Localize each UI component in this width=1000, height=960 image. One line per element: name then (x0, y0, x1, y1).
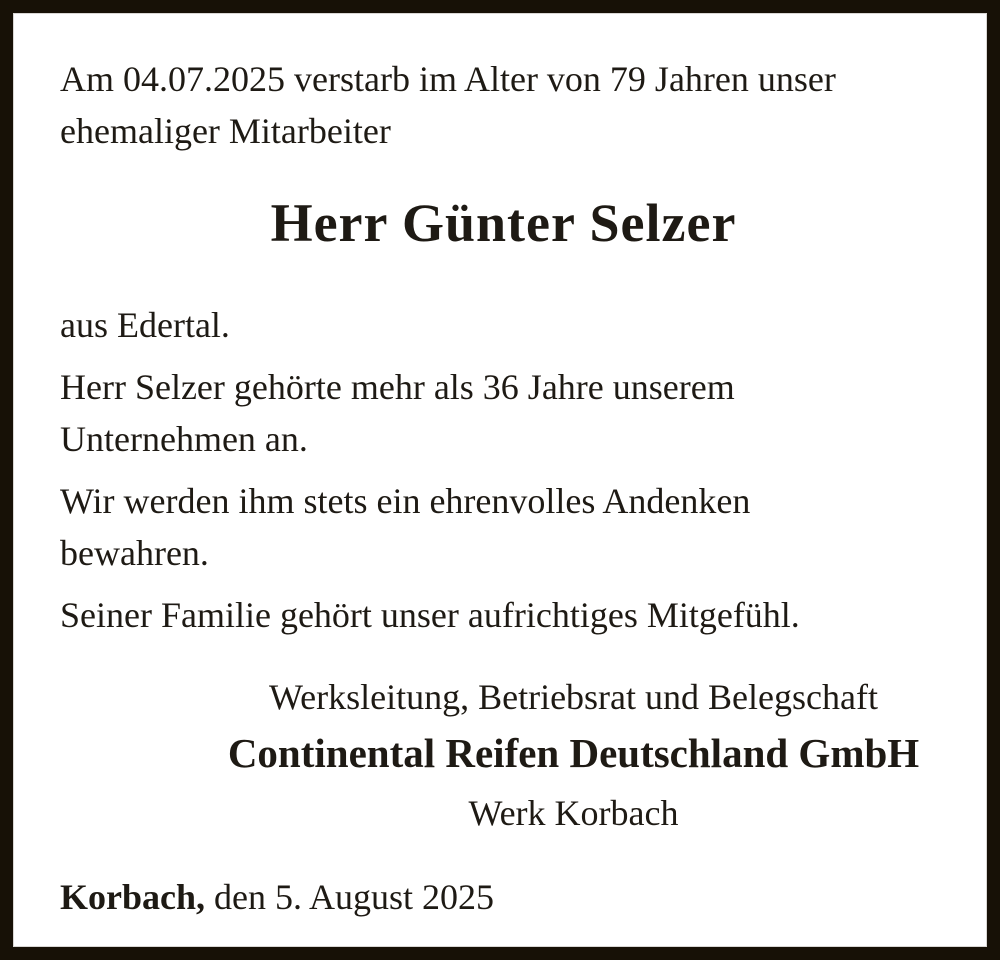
body-paragraph (60, 475, 947, 579)
paragraph-line: Seiner Familie gehört unser aufrichtiges Mitgefühl. (60, 595, 800, 635)
deceased-name: Herr Günter Selzer (270, 193, 737, 253)
signature-role-line: Werksleitung, Betriebsrat und Belegschaft (269, 677, 878, 717)
paragraph-line: bewahren. (60, 533, 209, 573)
paragraph-line: Unternehmen an. (60, 419, 308, 459)
intro-line: Am 04.07.2025 verstarb im Alter von 79 Jahren unser (60, 59, 836, 99)
dateline-place: Korbach, (60, 877, 206, 917)
paragraph-line: Herr Selzer gehörte mehr als 36 Jahre unserem (60, 367, 735, 407)
paragraph-line: Wir werden ihm stets ein ehrenvolles Andenken (60, 481, 751, 521)
body-paragraph (60, 589, 947, 641)
company-name: Continental Reifen Deutschland GmbH (227, 730, 920, 776)
plant-name: Werk Korbach (468, 793, 679, 833)
intro-line: ehemaliger Mitarbeiter (60, 111, 391, 151)
intro-paragraph (60, 53, 947, 157)
dateline-date: den 5. August 2025 (205, 877, 495, 917)
origin-line: aus Edertal. (60, 305, 230, 345)
body-paragraph (60, 361, 947, 465)
obituary-notice (13, 13, 987, 947)
signature-block (200, 671, 947, 839)
dateline (60, 871, 947, 923)
